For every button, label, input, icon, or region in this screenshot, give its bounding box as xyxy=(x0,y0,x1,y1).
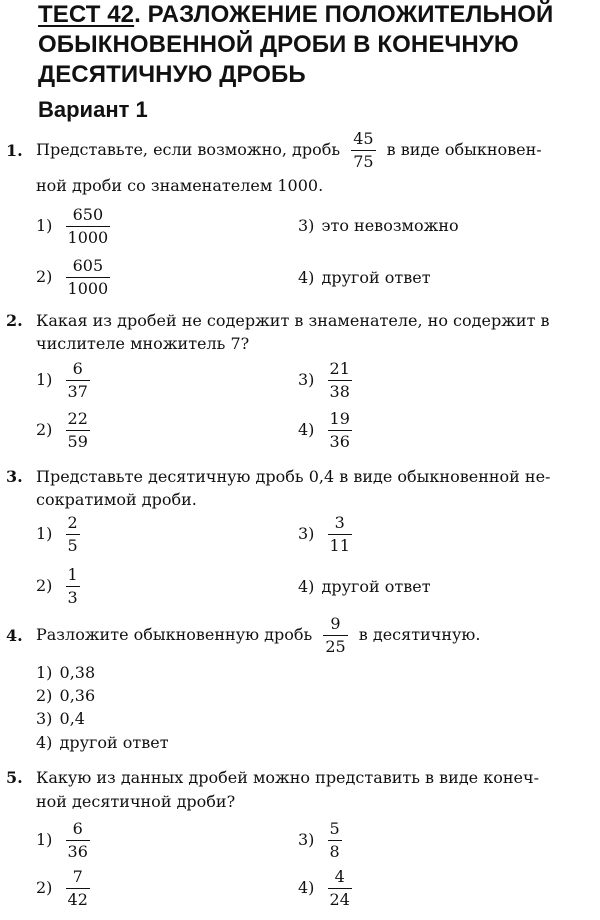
fraction-denominator: 25 xyxy=(325,637,346,656)
fraction-denominator: 8 xyxy=(329,842,340,861)
fraction-numerator: 2 xyxy=(67,513,78,532)
question-4-text-line-1 xyxy=(36,613,480,658)
fraction-denominator: 11 xyxy=(329,536,350,555)
fraction-numerator: 4 xyxy=(334,867,345,886)
question-3-option-4[interactable] xyxy=(298,577,431,596)
option-number: 1) xyxy=(36,216,53,235)
question-3-number: 3. xyxy=(6,467,23,486)
question-4-option-2[interactable] xyxy=(36,686,95,705)
question-5-option-1[interactable] xyxy=(36,818,96,863)
option-text: 0,4 xyxy=(59,709,85,728)
question-3-text-line-1: Представьте десятичную дробь 0,4 в виде обыкновенной не- xyxy=(36,467,551,486)
option-number: 4) xyxy=(298,420,315,439)
option-fraction xyxy=(66,204,111,249)
question-3-text-line-2: сократимой дроби. xyxy=(36,490,197,509)
question-4-number: 4. xyxy=(6,626,23,645)
question-2-text-line-1: Какая из дробей не содержит в знаменателе, но содержит в xyxy=(36,311,550,330)
fraction-numerator: 45 xyxy=(353,129,374,148)
option-number: 1) xyxy=(36,663,53,682)
option-number: 3) xyxy=(298,370,315,389)
question-1-text-b: в виде обыкновен- xyxy=(386,140,542,159)
fraction-denominator: 37 xyxy=(67,382,88,401)
option-fraction xyxy=(328,818,342,863)
fraction-denominator: 42 xyxy=(67,890,88,909)
option-number: 2) xyxy=(36,576,53,595)
option-number: 4) xyxy=(298,268,315,287)
question-5-option-2[interactable] xyxy=(36,866,96,911)
option-fraction xyxy=(66,255,111,300)
option-number: 1) xyxy=(36,830,53,849)
option-number: 3) xyxy=(298,216,315,235)
option-number: 2) xyxy=(36,686,53,705)
option-number: 3) xyxy=(36,709,53,728)
fraction-numerator: 5 xyxy=(329,819,340,838)
fraction-denominator: 36 xyxy=(67,842,88,861)
question-4-option-1[interactable] xyxy=(36,663,95,682)
test-number: ТЕСТ 42 xyxy=(38,1,135,28)
question-2-option-2[interactable] xyxy=(36,408,96,453)
fraction-numerator: 6 xyxy=(72,359,83,378)
question-5-number: 5. xyxy=(6,768,23,787)
question-1-option-4[interactable] xyxy=(298,268,431,287)
fraction-denominator: 38 xyxy=(329,382,350,401)
page-title xyxy=(38,0,598,90)
fraction-numerator: 9 xyxy=(330,614,341,633)
option-text: другой ответ xyxy=(321,268,431,287)
fraction-denominator: 1000 xyxy=(67,228,109,247)
option-fraction xyxy=(66,358,90,403)
fraction-denominator: 59 xyxy=(67,432,88,451)
option-fraction xyxy=(328,358,352,403)
fraction-numerator: 1 xyxy=(67,565,78,584)
option-fraction xyxy=(66,564,80,609)
option-number: 1) xyxy=(36,370,53,389)
question-1-text-line-1 xyxy=(36,128,542,173)
fraction-numerator: 21 xyxy=(329,359,350,378)
option-fraction xyxy=(328,408,352,453)
question-2-number: 2. xyxy=(6,311,23,330)
fraction-numerator: 19 xyxy=(329,409,350,428)
option-fraction xyxy=(66,866,90,911)
fraction-numerator: 650 xyxy=(72,205,104,224)
question-2-option-1[interactable] xyxy=(36,358,96,403)
fraction-denominator: 24 xyxy=(329,890,350,909)
question-1-option-2[interactable] xyxy=(36,255,116,300)
option-fraction xyxy=(66,408,90,453)
option-number: 2) xyxy=(36,420,53,439)
question-5-text-line-1: Какую из данных дробей можно представить в виде конеч- xyxy=(36,768,539,787)
option-number: 3) xyxy=(298,524,315,543)
option-text: другой ответ xyxy=(321,577,431,596)
option-number: 4) xyxy=(298,878,315,897)
question-1-text-line-2: ной дроби со знаменателем 1000. xyxy=(36,176,324,195)
question-4-option-3[interactable] xyxy=(36,709,85,728)
option-number: 4) xyxy=(298,577,315,596)
fraction-denominator: 3 xyxy=(67,588,78,607)
fraction-numerator: 3 xyxy=(334,513,345,532)
question-2-text-line-2: числителе множитель 7? xyxy=(36,334,250,353)
option-text: 0,36 xyxy=(59,686,96,705)
option-number: 2) xyxy=(36,878,53,897)
option-fraction xyxy=(328,512,352,557)
question-1-text-a: Представьте, если возможно, дробь xyxy=(36,140,341,159)
fraction-numerator: 605 xyxy=(72,256,104,275)
fraction-numerator: 6 xyxy=(72,819,83,838)
option-number: 1) xyxy=(36,524,53,543)
question-3-option-3[interactable] xyxy=(298,512,358,557)
option-number: 4) xyxy=(36,733,53,752)
option-number: 3) xyxy=(298,830,315,849)
question-4-fraction xyxy=(323,613,347,658)
fraction-numerator: 7 xyxy=(72,867,83,886)
question-1-option-3[interactable] xyxy=(298,216,459,235)
question-5-option-4[interactable] xyxy=(298,866,358,911)
question-4-text-a: Разложите обыкновенную дробь xyxy=(36,625,313,644)
question-3-option-1[interactable] xyxy=(36,512,86,557)
option-fraction xyxy=(66,818,90,863)
question-3-option-2[interactable] xyxy=(36,564,86,609)
option-fraction xyxy=(66,512,80,557)
question-2-option-3[interactable] xyxy=(298,358,358,403)
question-4-text-b: в десятичную. xyxy=(358,625,481,644)
test-title: . РАЗЛОЖЕНИЕ ПОЛОЖИТЕЛЬНОЙ ОБЫКНОВЕННОЙ ДРОБИ В КОНЕЧНУЮ ДЕСЯТИЧНУЮ ДРОБЬ xyxy=(38,1,554,88)
question-1-option-1[interactable] xyxy=(36,204,116,249)
fraction-numerator: 22 xyxy=(67,409,88,428)
fraction-denominator: 36 xyxy=(329,432,350,451)
fraction-denominator: 75 xyxy=(353,152,374,171)
question-4-option-4[interactable] xyxy=(36,733,169,752)
option-text: это невозможно xyxy=(321,216,459,235)
question-5-text-line-2: ной десятичной дроби? xyxy=(36,792,236,811)
question-2-option-4[interactable] xyxy=(298,408,358,453)
option-text: 0,38 xyxy=(59,663,96,682)
option-text: другой ответ xyxy=(59,733,169,752)
question-1-fraction xyxy=(351,128,375,173)
variant-heading: Вариант 1 xyxy=(38,97,148,122)
fraction-denominator: 5 xyxy=(67,536,78,555)
fraction-denominator: 1000 xyxy=(67,279,109,298)
option-fraction xyxy=(328,866,352,911)
option-number: 2) xyxy=(36,267,53,286)
question-5-option-3[interactable] xyxy=(298,818,348,863)
question-1-number: 1. xyxy=(6,141,23,160)
